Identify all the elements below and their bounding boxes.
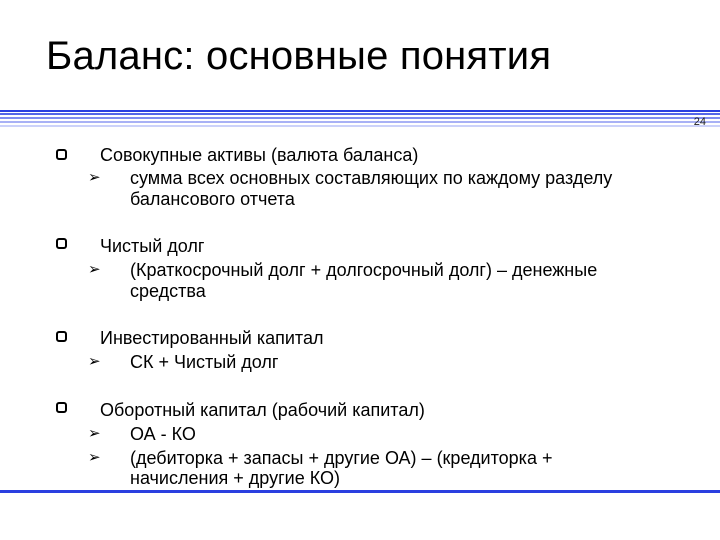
header-band	[0, 110, 720, 134]
arrow-bullet-icon: ➢	[88, 261, 101, 278]
arrow-bullet-icon: ➢	[88, 449, 101, 466]
footer-line	[0, 490, 720, 493]
q-square-bullet-icon	[56, 331, 67, 342]
bullet-text: Оборотный капитал (рабочий капитал)	[100, 400, 425, 420]
sub-bullet-text-continued: начисления + другие КО)	[130, 468, 340, 488]
arrow-bullet-icon: ➢	[88, 353, 101, 370]
sub-bullet-text-continued: балансового отчета	[130, 189, 295, 209]
sub-bullet-text-continued: средства	[130, 281, 206, 301]
sub-bullet-text: (Краткосрочный долг + долгосрочный долг) – денежные	[130, 260, 598, 280]
q-square-bullet-icon	[56, 402, 67, 413]
sub-bullet-text: (дебиторка + запасы + другие ОА) – (кредиторка +	[130, 448, 553, 468]
arrow-bullet-icon: ➢	[88, 425, 101, 442]
slide-title: Баланс: основные понятия	[46, 34, 552, 78]
bullet-text: Совокупные активы (валюта баланса)	[100, 145, 419, 165]
q-square-bullet-icon	[56, 238, 67, 249]
q-square-bullet-icon	[56, 149, 67, 160]
page-number: 24	[693, 116, 706, 128]
bullet-text: Инвестированный капитал	[100, 328, 324, 348]
arrow-bullet-icon: ➢	[88, 169, 101, 186]
sub-bullet-text: СК + Чистый долг	[130, 352, 279, 372]
bullet-text: Чистый долг	[100, 236, 205, 256]
sub-bullet-text: сумма всех основных составляющих по каждому разделу	[130, 168, 613, 188]
sub-bullet-text: ОА - КО	[130, 424, 196, 444]
